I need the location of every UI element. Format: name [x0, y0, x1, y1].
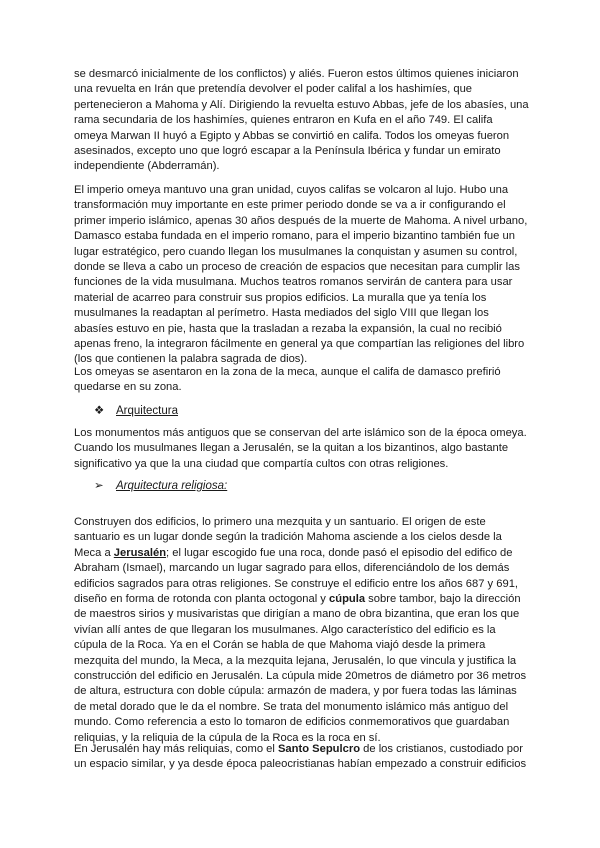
section-heading-arquitectura-religiosa: [94, 479, 227, 494]
paragraph-monumentos: Los monumentos más antiguos que se conservan del arte islámico son de la época omeya. Cuando los musulmanes llegan a Jerusalén, se la quitan a los bizantinos, algo bastante significativo ya que la una ciudad que compartía cultos con otras religiones.: [74, 427, 527, 470]
text-run: En Jerusalén hay más reliquias, como el: [74, 743, 278, 755]
keyword-santo-sepulcro: Santo Sepulcro: [277, 743, 361, 755]
paragraph-santo-sepulcro: [74, 742, 529, 773]
heading-arquitectura-label: Arquitectura: [116, 405, 179, 417]
arrow-bullet-icon: ➢: [94, 480, 104, 492]
heading-arquitectura-religiosa-label: Arquitectura religiosa:: [116, 480, 228, 492]
text-run: de los cristianos, custodiado por un espacio similar, y ya desde época paleocristianas habían empezado a construir edificios: [74, 743, 527, 771]
diamond-bullet-icon: ❖: [94, 405, 105, 417]
section-heading-arquitectura: [94, 404, 178, 419]
paragraph-omeya-empire: El imperio omeya mantuvo una gran unidad, cuyos califas se volcaron al lujo. Hubo una transformación muy importante en este primer periodo donde se va a ir configurando el primer imperio islámico, apenas 30 años después de la muerte de Mahoma. A nivel urbano, Damasco estaba fundada en el imperio romano, para el imperio bizantino también fue un lugar estratégico, pero cuando llegan los musulmanes la conquistan y asumen su control, donde se lleva a cabo un proceso de creación de espacios que necesitan para cumplir las funciones de la vida musulmana. Muchos teatros romanos servirán de cantera para usar material de acarreo para construir sus propios edificios. La muralla que ya tenía los musulmanes la readaptan al perímetro. Hasta mediados del siglo VIII que llegan los abasíes estuvo en pie, hasta que la trasladan a rezaba la expansión, la cual no recibió apenas freno, la integraron fácilmente en general ya que compartían las religiones del libro (los que contienen la palabra sagrada de dios).: [74, 184, 528, 366]
text-run: sobre tambor, bajo la dirección de maestros sirios y musivaristas que dirigían a mano de obra bizantina, que eran los que vivían allí antes de que llegaran los musulmanes. Algo característico del edificio es la cúpula de la Roca. Ya en el Corán se habla de que Mahoma viajó desde la primera mezquita del mundo, la Meca, a la mezquita lejana, Jerusalén, lo que vincula y justifica la construcción del edificio en Jerusalén. La cúpula mide 20metros de diámetro por 36 metros de altura, estructura con doble cúpula: armazón de madera, y por fuera todas las láminas de metal dorado que le da el nombre. Se trata del monumento islámico más antiguo del mundo. Como referencia a esto lo tomaron de edificios conmemorativos que guardaban reliquias, y la reliquia de la cúpula de la Roca es la roca en sí.: [74, 593, 527, 744]
keyword-jerusalen: Jerusalén: [113, 546, 167, 559]
text-run: ; el lugar escogido fue una roca, donde pasó el episodio del edifico de Abraham (Ismael), marcando un lugar sagrado para ellos, diferenciándolo de los demás edificios sagrados para otras religiones. Se construye el edificio entre los años 687 y 691, diseño en forma de rotonda con planta octogonal y: [74, 546, 519, 606]
paragraph-abasies-revolt: se desmarcó inicialmente de los conflictos) y aliés. Fueron estos últimos quienes iniciaron una revuelta en Irán que pretendía devolver el poder califal a los hashimíes, que pertenecieron a Mahoma y Alí. Dirigiendo la revuelta estuvo Abbas, jefe de los abasíes, una rama secundaria de los hashimíes, quienes entraron en Kufa en el año 749. El califa omeya Marwan II huyó a Egipto y Abbas se convirtió en califa. Todos los omeyas fueron asesinados, excepto uno que logró escapar a la Península Ibérica y fundar un emirato independiente (Abderramán).: [74, 68, 529, 173]
paragraph-cupula-roca: [74, 515, 529, 746]
paragraph-omeyas-meca: Los omeyas se asentaron en la zona de la meca, aunque el califa de damasco prefirió quedarse en su zona.: [74, 366, 501, 394]
keyword-cupula: cúpula: [329, 593, 366, 606]
text-run: Construyen dos edificios, lo primero una mezquita y un santuario. El origen de este santuario es un lugar donde según la tradición Mahoma asciende a los cielos desde la Meca a: [74, 516, 502, 559]
